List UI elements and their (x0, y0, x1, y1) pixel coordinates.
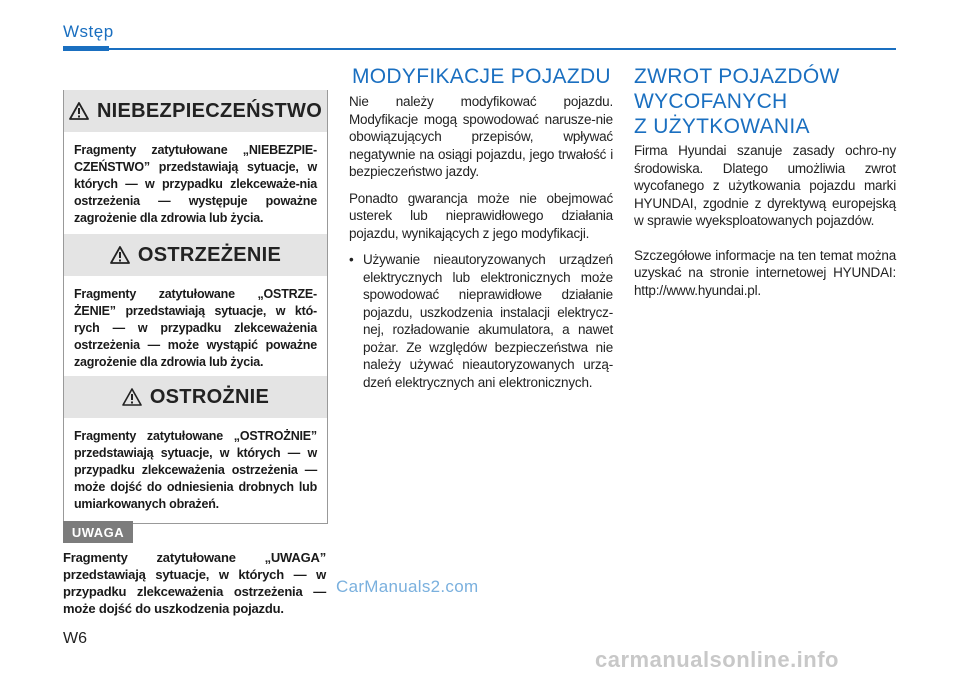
warning-triangle-icon (110, 246, 130, 264)
vehicle-return-paragraph-2: Szczegółowe informacje na ten temat można uzyskać na stronie internetowej HYUNDAI: http://www.hyundai.pl. (634, 247, 896, 298)
warning-box (63, 234, 328, 382)
modifications-paragraph-2: Ponadto gwarancja może nie obejmować usterek lub nieprawidłowego działania pojazdu, wynikających z jego modyfikacji. (349, 190, 613, 241)
danger-box-title: NIEBEZPIECZEŃSTWO (96, 99, 323, 122)
warning-box-header (64, 234, 327, 276)
caution-box-header (64, 376, 327, 418)
modifications-heading: MODYFIKACJE POJAZDU (352, 65, 611, 88)
header-rule-accent (63, 46, 109, 51)
warning-box-title: OSTRZEŻENIE (137, 243, 282, 266)
modifications-bullet-list (349, 251, 613, 391)
warning-box-text: Fragmenty zatytułowane „OSTRZE-ŻENIE” przedstawiają sytuacje, w któ-rych — w przypadku zlekceważenia ostrzeżenia — może wystąpić poważne zagrożenie dla zdrowia lub życia. (74, 287, 317, 369)
vehicle-return-heading-line-1: ZWROT POJAZDÓW (634, 65, 840, 88)
section-title: Wstęp (63, 22, 114, 41)
warning-triangle-icon (69, 102, 89, 120)
notice-text: Fragmenty zatytułowane „UWAGA” przedstawiają sytuacje, w których — w przypadku zlekceważenia ostrzeżenia — może dojść do uszkodzenia pojazdu. (63, 550, 326, 616)
vehicle-return-heading (634, 64, 840, 139)
list-item: • Używanie nieautoryzowanych urządzeń elektrycznych lub elektronicznych może spowodować nieprawidłowe działanie pojazdu, uszkodzenia instalacji elektrycz-nej, rozładowanie akumulatora, a nawet pożar. Ze względów bezpieczeństwa nie należy używać nieautoryzowanych urzą-dzeń elektrycznych ani elektronicznych. (349, 251, 613, 391)
caution-box (63, 376, 328, 524)
vehicle-return-heading-line-3: Z UŻYTKOWANIA (634, 115, 810, 138)
watermark-left: CarManuals2.com (336, 577, 479, 596)
modifications-paragraph-1: Nie należy modyfikować pojazdu. Modyfikacje mogą spowodować narusze-nie obowiązujących przepisów, wpływać negatywnie na osiągi pojazdu, jego trwałość i bezpieczeństwo jazdy. (349, 94, 613, 179)
notice-badge: UWAGA (63, 521, 133, 543)
vehicle-return-heading-line-2: WYCOFANYCH (634, 90, 788, 113)
vehicle-return-body (634, 142, 896, 308)
modifications-body (349, 93, 613, 391)
warning-triangle-icon (122, 388, 142, 406)
watermark-right: carmanualsonline.info (595, 647, 839, 672)
caution-box-title: OSTROŻNIE (149, 385, 270, 408)
page-number: W6 (63, 630, 87, 647)
danger-box (63, 90, 328, 238)
danger-box-header (64, 90, 327, 132)
vehicle-return-paragraph-1: Firma Hyundai szanuje zasady ochro-ny środowiska. Dlatego umożliwia zwrot wycofanego z użytkowania pojazdu marki HYUNDAI, zgodnie z dyrektywą europejską w sprawie wyeksploatowanych pojazdów. (634, 143, 896, 228)
header-rule (63, 48, 896, 50)
danger-box-text: Fragmenty zatytułowane „NIEBEZPIE-CZEŃSTWO” przedstawiają sytuacje, w których — w przypadku zlekceważe-nia ostrzeżenia — występuje poważne zagrożenie dla zdrowia lub życia. (74, 143, 317, 225)
caution-box-text: Fragmenty zatytułowane „OSTROŻNIE” przedstawiają sytuacje, w których — w przypadku zlekceważenia ostrzeżenia — może dojść do odniesienia drobnych lub umiarkowanych obrażeń. (74, 429, 317, 511)
